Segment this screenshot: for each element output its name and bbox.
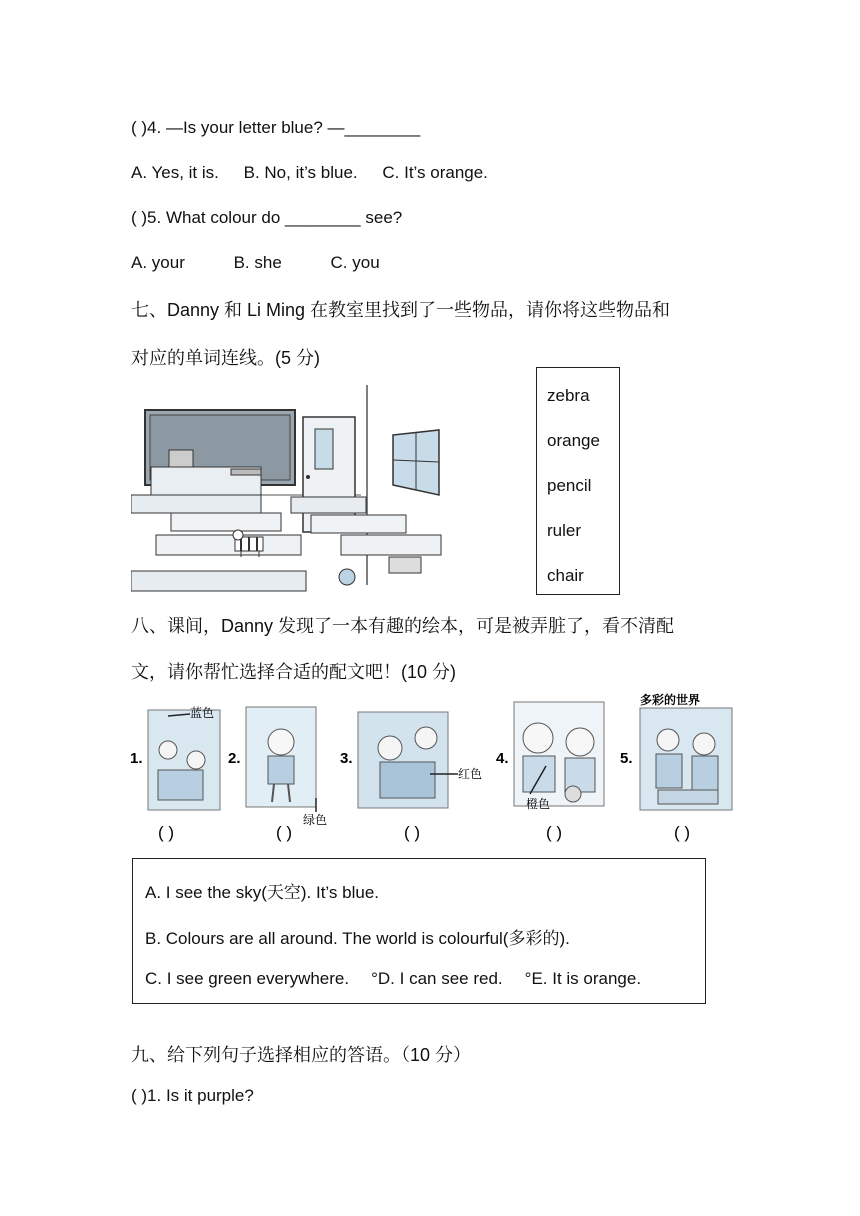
- word-ruler: ruler: [547, 521, 582, 540]
- word-pencil: pencil: [547, 476, 592, 495]
- picture-number-4: 4.: [496, 750, 509, 767]
- picture-label-3: 红色: [458, 767, 483, 781]
- picture-label-4: 橙色: [526, 797, 551, 811]
- picture-2-blank: ( ): [276, 823, 293, 842]
- caption-options-box: [132, 858, 706, 1004]
- caption-a: A. I see the sky(天空). It’s blue.: [145, 883, 379, 902]
- caption-c-d-e: [145, 969, 641, 989]
- q4-option-b: B. No, it’s blue.: [243, 163, 358, 182]
- section-7-instruction-line-2: 对应的单词连线。(5 分): [131, 348, 320, 368]
- word-list-box: [536, 367, 620, 595]
- section-8-instruction-line-1: 八、课间，Danny 发现了一本有趣的绘本，可是被弄脏了，看不清配: [131, 616, 675, 636]
- caption-e: °E. It is orange.: [524, 969, 642, 988]
- picture-4-blank: ( ): [546, 823, 563, 842]
- picture-label-5: 多彩的世界: [640, 693, 701, 707]
- question-5: ( )5. What colour do ________ see?: [131, 208, 403, 227]
- question-5-options: [131, 253, 400, 273]
- picture-label-2: 绿色: [303, 813, 328, 827]
- word-zebra: zebra: [547, 386, 590, 405]
- q5-option-b: B. she: [233, 253, 282, 272]
- picture-number-5: 5.: [620, 750, 633, 767]
- picture-number-3: 3.: [340, 750, 353, 767]
- question-4-options: [131, 163, 508, 183]
- section-7-instruction-line-1: 七、Danny 和 Li Ming 在教室里找到了一些物品，请你将这些物品和: [131, 300, 671, 320]
- picture-1-blank: ( ): [158, 823, 175, 842]
- word-chair: chair: [547, 566, 584, 585]
- question-4: ( )4. —Is your letter blue? —________: [131, 118, 421, 137]
- q5-option-a: A. your: [131, 253, 185, 272]
- section-9-title: 九、给下列句子选择相应的答语。（10 分）: [131, 1045, 472, 1065]
- word-orange: orange: [547, 431, 600, 450]
- classroom-illustration: [131, 385, 446, 595]
- q4-option-c: C. It’s orange.: [382, 163, 488, 182]
- caption-b: B. Colours are all around. The world is colourful(多彩的).: [145, 929, 570, 948]
- picture-label-1: 蓝色: [190, 706, 215, 720]
- caption-d: °D. I can see red.: [371, 969, 503, 988]
- picture-number-1: 1.: [130, 750, 143, 767]
- caption-c: C. I see green everywhere.: [145, 969, 350, 988]
- q4-option-a: A. Yes, it is.: [131, 163, 219, 182]
- picture-book-panels: [128, 690, 740, 850]
- picture-number-2: 2.: [228, 750, 241, 767]
- q5-option-c: C. you: [330, 253, 380, 272]
- picture-3-blank: ( ): [404, 823, 421, 842]
- section-9-question-1: ( )1. Is it purple?: [131, 1086, 254, 1105]
- picture-5-blank: ( ): [674, 823, 691, 842]
- section-8-instruction-line-2: 文，请你帮忙选择合适的配文吧！(10 分): [131, 662, 457, 682]
